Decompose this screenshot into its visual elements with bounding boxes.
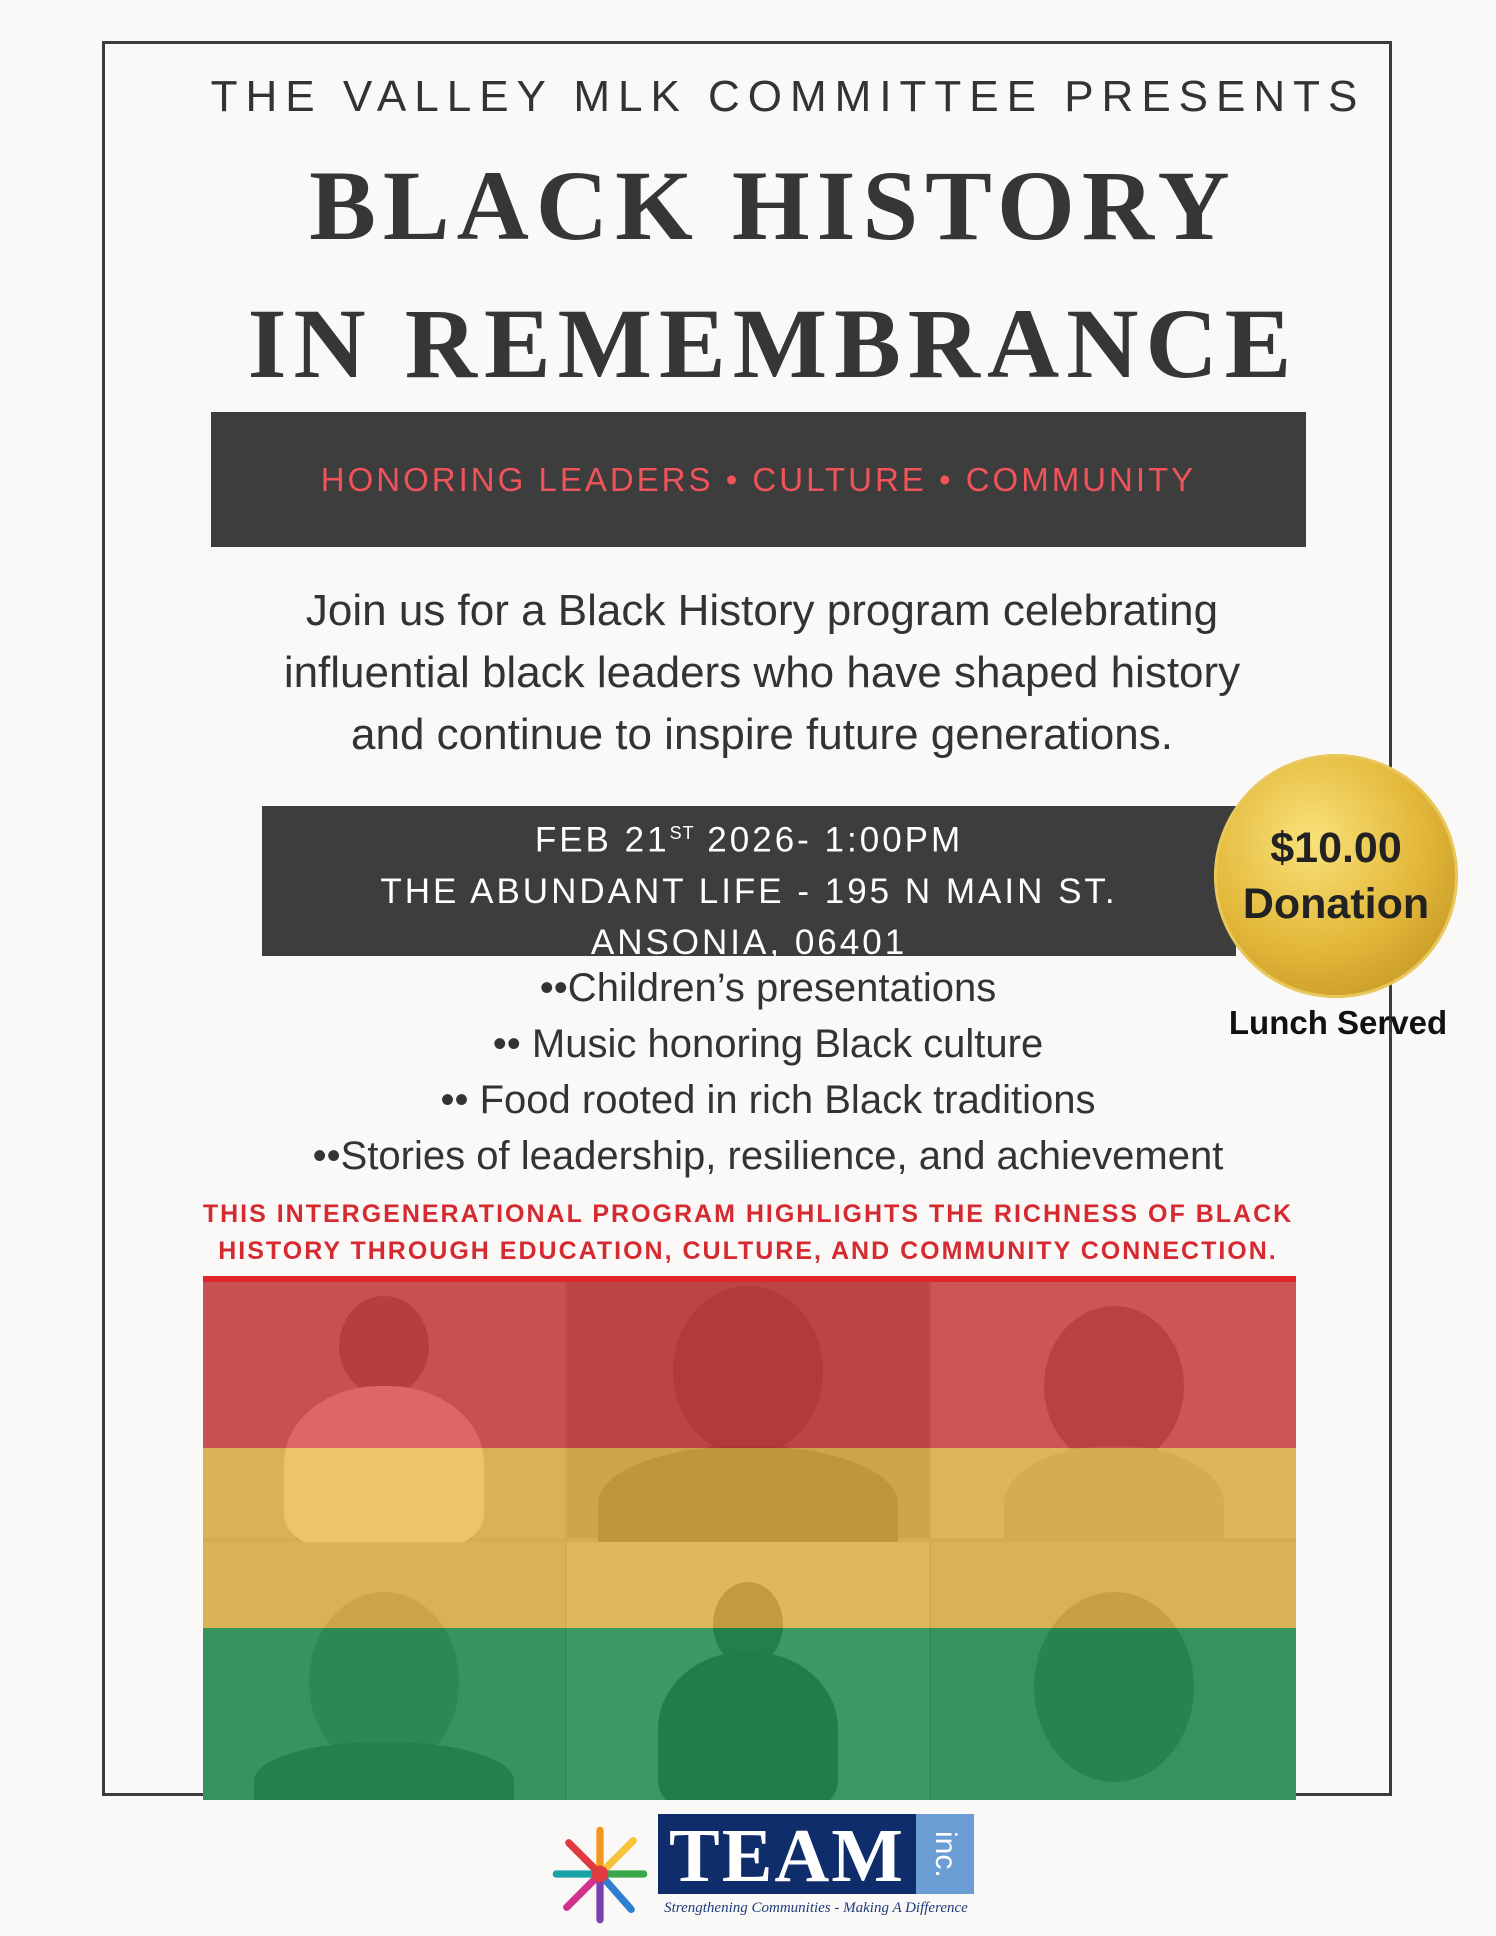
event-date-time: 2026- 1:00PM	[694, 820, 964, 860]
intro-line: Join us for a Black History program celebrating	[305, 586, 1219, 635]
lunch-note: Lunch Served	[1228, 1004, 1448, 1041]
yellow-stripe-overlay	[203, 1448, 1296, 1628]
event-date	[262, 808, 1236, 866]
logo-suffix: inc.	[916, 1814, 974, 1894]
intro-line: and continue to inspire future generations.	[351, 710, 1173, 759]
presenter-line: THE VALLEY MLK COMMITTEE PRESENTS	[210, 72, 1366, 121]
program-statement	[100, 1196, 1396, 1270]
event-venue: THE ABUNDANT LIFE - 195 N MAIN ST.	[380, 871, 1118, 911]
logo-wordmark: TEAM	[658, 1814, 916, 1894]
list-item: •• Music honoring Black culture	[492, 1022, 1044, 1066]
program-highlights-list	[200, 960, 1336, 1184]
event-city: ANSONIA, 06401	[590, 922, 908, 962]
list-item: •• Food rooted in rich Black traditions	[440, 1078, 1096, 1122]
statement-line: HISTORY THROUGH EDUCATION, CULTURE, AND COMMUNITY CONNECTION.	[218, 1237, 1278, 1265]
team-inc-logo	[548, 1814, 976, 1930]
donation-label: Donation	[1242, 880, 1430, 928]
red-stripe-overlay	[203, 1276, 1296, 1448]
logo-burst-icon	[548, 1822, 652, 1926]
event-date-day: FEB 21	[534, 820, 670, 860]
event-date-ordinal: ST	[669, 823, 695, 843]
tagline-text: HONORING LEADERS • CULTURE • COMMUNITY	[320, 460, 1197, 498]
intro-text	[150, 580, 1374, 766]
event-title-line1: BLACK HISTORY	[309, 150, 1237, 261]
intro-line: influential black leaders who have shaped history	[283, 648, 1241, 697]
leaders-photo-collage	[203, 1276, 1296, 1800]
list-item: ••Stories of leadership, resilience, and achievement	[312, 1134, 1224, 1178]
list-item: ••Children’s presentations	[539, 966, 997, 1010]
event-title-line2: IN REMEMBRANCE	[247, 288, 1299, 399]
green-stripe-overlay	[203, 1628, 1296, 1800]
event-details-banner	[262, 806, 1236, 962]
tagline-banner	[211, 412, 1306, 547]
statement-line: THIS INTERGENERATIONAL PROGRAM HIGHLIGHTS THE RICHNESS OF BLACK	[202, 1200, 1294, 1228]
collage-top-line	[203, 1276, 1296, 1282]
donation-price: $10.00	[1270, 824, 1402, 872]
logo-slogan: Strengthening Communities - Making A Difference	[664, 1900, 968, 1916]
